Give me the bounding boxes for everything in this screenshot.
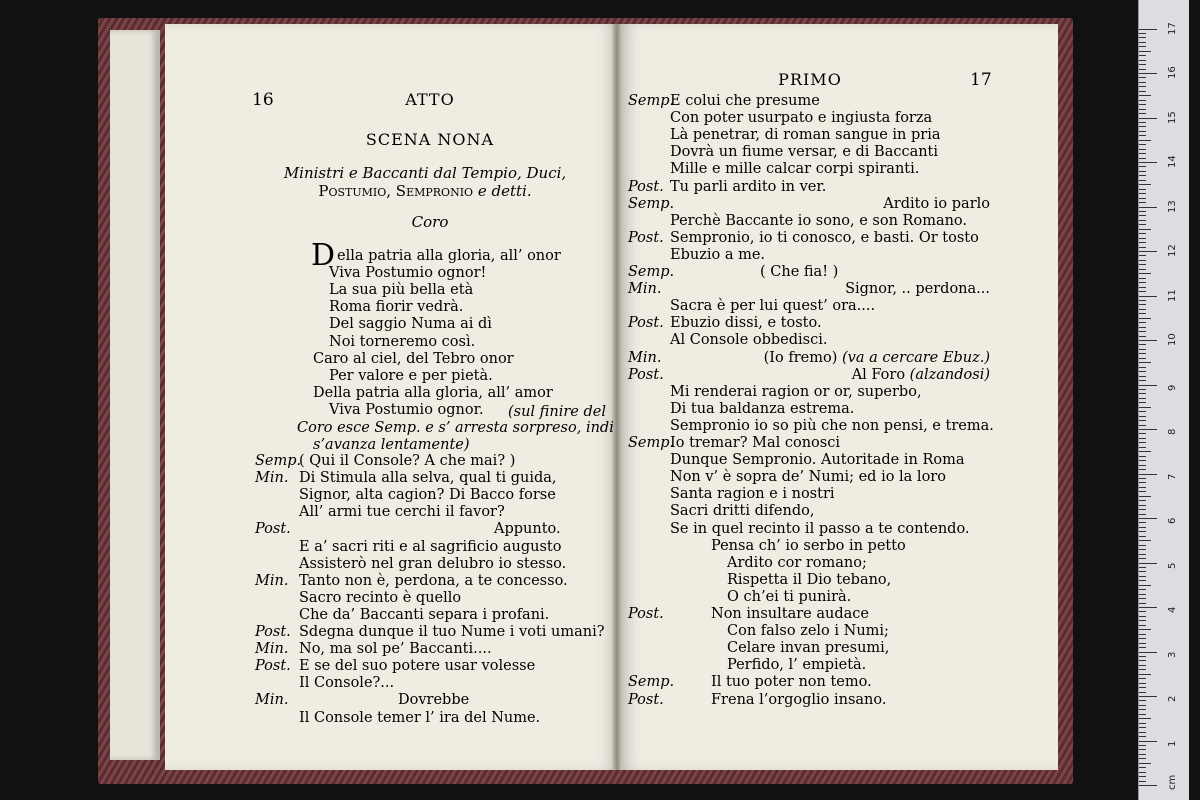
ruler-tick — [1139, 763, 1151, 764]
ruler-tick — [1139, 754, 1146, 755]
ruler-tick — [1139, 465, 1146, 466]
ruler-tick — [1139, 781, 1146, 782]
speaker-label: Min. — [255, 470, 289, 487]
ruler-tick — [1139, 594, 1146, 595]
ruler-tick — [1139, 727, 1146, 728]
ruler-tick — [1139, 416, 1146, 417]
ruler-tick — [1139, 758, 1146, 759]
ruler-tick — [1139, 304, 1146, 305]
ruler-tick — [1139, 700, 1146, 701]
ruler-tick — [1139, 749, 1146, 750]
page-number-left: 16 — [252, 90, 274, 110]
ruler-tick — [1139, 242, 1146, 243]
speaker-label: Post. — [628, 691, 664, 708]
ruler-tick — [1139, 51, 1151, 52]
dialogue-line: Non v’ è sopra de’ Numi; ed io la loro — [670, 469, 946, 486]
dialogue-line: Sacri dritti difendo, — [670, 503, 815, 520]
ruler-tick — [1139, 215, 1146, 216]
ruler-tick — [1139, 371, 1146, 372]
ruler-number: 1 — [1167, 740, 1178, 747]
ruler-tick — [1139, 162, 1157, 163]
ruler-tick — [1139, 238, 1146, 239]
ruler-tick — [1139, 202, 1146, 203]
ruler-tick — [1139, 527, 1146, 528]
ruler-tick — [1139, 198, 1146, 199]
speaker-label: Semp. — [628, 435, 675, 451]
measuring-ruler — [1138, 0, 1189, 800]
ruler-tick — [1139, 736, 1146, 737]
speaker-label: Min. — [628, 349, 662, 366]
ruler-number: 17 — [1167, 21, 1178, 35]
ruler-tick — [1139, 229, 1151, 230]
ruler-tick — [1139, 144, 1146, 145]
dialogue-line: Sempronio io so più che non pensi, e trema. — [670, 417, 994, 434]
ruler-tick — [1139, 393, 1146, 394]
ruler-tick — [1139, 140, 1151, 141]
ruler-tick — [1139, 776, 1146, 777]
ruler-tick — [1139, 166, 1146, 167]
ruler-tick — [1139, 73, 1157, 74]
ruler-tick — [1139, 113, 1146, 114]
ruler-tick — [1139, 64, 1146, 65]
stage-direction-tail: e detti. — [473, 182, 532, 200]
dialogue-line: Il tuo poter non temo. — [711, 674, 872, 691]
ruler-tick — [1139, 567, 1146, 568]
speaker-label: Semp. — [628, 264, 675, 280]
stage-direction-names: Postumio, Sempronio — [318, 182, 474, 200]
dialogue-line: Io tremar? Mal conosci — [670, 435, 840, 451]
dialogue-line: Signor, alta cagion? Di Bacco forse — [299, 487, 556, 504]
ruler-tick — [1139, 131, 1146, 132]
ruler-tick — [1139, 576, 1146, 577]
ruler-tick — [1139, 482, 1146, 483]
ruler-tick — [1139, 683, 1146, 684]
ruler-tick — [1139, 598, 1146, 599]
dialogue-line: Sacro recinto è quello — [299, 589, 462, 606]
ruler-tick — [1139, 571, 1146, 572]
ruler-tick — [1139, 741, 1157, 742]
ruler-tick — [1139, 407, 1151, 408]
drop-cap: D — [311, 238, 336, 273]
ruler-tick — [1139, 491, 1146, 492]
ruler-tick — [1139, 385, 1157, 386]
ruler-tick — [1139, 772, 1146, 773]
dialogue-line: Perfido, l’ empietà. — [727, 657, 867, 674]
ruler-tick — [1139, 29, 1157, 30]
ruler-tick — [1139, 46, 1146, 47]
ruler-tick — [1139, 287, 1146, 288]
ruler-tick — [1139, 207, 1157, 208]
ruler-tick — [1139, 37, 1146, 38]
ruler-tick — [1139, 652, 1157, 653]
ruler-tick — [1139, 785, 1157, 786]
ruler-tick — [1139, 509, 1146, 510]
ruler-tick — [1139, 429, 1157, 430]
speaker-label: Post. — [255, 521, 291, 538]
ruler-tick — [1139, 282, 1146, 283]
ruler-tick — [1139, 269, 1146, 270]
ruler-number: 12 — [1167, 244, 1178, 257]
dialogue-line: Dovrà un fiume versar, e di Baccanti — [670, 144, 939, 161]
dialogue-line: Tu parli ardito in ver. — [670, 178, 827, 195]
ruler-tick — [1139, 189, 1146, 190]
ruler-tick — [1139, 554, 1146, 555]
ruler-tick — [1139, 709, 1146, 710]
ruler-tick — [1139, 331, 1146, 332]
ruler-tick — [1139, 745, 1146, 746]
ruler-tick — [1139, 563, 1157, 564]
ruler-number: 15 — [1167, 110, 1178, 124]
ruler-tick — [1139, 340, 1157, 341]
ruler-tick — [1139, 589, 1146, 590]
ruler-tick — [1139, 447, 1146, 448]
ruler-tick — [1139, 656, 1146, 657]
ruler-tick — [1139, 273, 1151, 274]
dialogue-line: Il Console temer l’ ira del Nume. — [299, 709, 541, 726]
ruler-tick — [1139, 607, 1157, 608]
speaker-label: Semp. — [628, 93, 675, 109]
ruler-tick — [1139, 687, 1146, 688]
chorus-heading: Coro — [411, 213, 449, 231]
ruler-tick — [1139, 478, 1146, 479]
ruler-tick — [1139, 616, 1146, 617]
ruler-tick — [1139, 665, 1146, 666]
dialogue-line: Mille e mille calcar corpi spiranti. — [670, 161, 920, 178]
ruler-tick — [1139, 456, 1146, 457]
ruler-number: 4 — [1167, 606, 1178, 613]
dialogue-line: Non insultare audace — [711, 606, 869, 622]
dialogue-line: Là penetrar, di roman sangue in pria — [670, 127, 941, 144]
dialogue-line: Dovrebbe — [398, 692, 470, 709]
ruler-tick — [1139, 438, 1146, 439]
ruler-tick — [1139, 318, 1151, 319]
page-number-right: 17 — [970, 70, 992, 90]
ruler-tick — [1139, 522, 1146, 523]
scene-title: SCENA NONA — [365, 130, 495, 149]
ruler-tick — [1139, 469, 1146, 470]
dialogue-line: Dunque Sempronio. Autoritade in Roma — [670, 452, 965, 469]
ruler-tick — [1139, 674, 1151, 675]
ruler-tick — [1139, 380, 1146, 381]
speaker-label: Semp. — [255, 453, 302, 469]
ruler-tick — [1139, 264, 1146, 265]
ruler-tick — [1139, 291, 1146, 292]
speaker-label: Semp. — [628, 674, 675, 691]
ruler-tick — [1139, 545, 1146, 546]
ruler-tick — [1139, 260, 1146, 261]
dialogue-line — [852, 367, 990, 383]
ruler-tick — [1139, 500, 1146, 501]
speaker-label: Post. — [628, 315, 664, 332]
ruler-number: 8 — [1167, 428, 1178, 435]
ruler-tick — [1139, 224, 1146, 225]
ruler-number: 11 — [1167, 288, 1178, 302]
dialogue-text: Al Foro — [851, 366, 906, 383]
dialogue-line: Tanto non è, perdona, a te concesso. — [299, 572, 568, 589]
dialogue-line — [764, 350, 990, 366]
dialogue-line: Con poter usurpato e ingiusta forza — [670, 110, 933, 127]
dialogue-line: Pensa ch’ io serbo in petto — [711, 537, 906, 554]
dialogue-line: Perchè Baccante io sono, e son Romano. — [670, 212, 968, 229]
ruler-tick — [1139, 660, 1146, 661]
speaker-label: Post. — [628, 229, 664, 246]
ruler-tick — [1139, 362, 1151, 363]
speaker-label: Semp. — [628, 195, 675, 212]
speaker-label: Post. — [628, 178, 664, 195]
ruler-tick — [1139, 82, 1146, 83]
ruler-tick — [1139, 336, 1146, 337]
dialogue-line: Frena l’orgoglio insano. — [711, 691, 887, 708]
ruler-tick — [1139, 718, 1151, 719]
ruler-number: 14 — [1167, 155, 1178, 168]
ruler-tick — [1139, 732, 1146, 733]
dialogue-line: Santa ragion e i nostri — [670, 486, 835, 503]
dialogue-line: ( Qui il Console? A che mai? ) — [299, 453, 516, 469]
ruler-tick — [1139, 767, 1146, 768]
ruler-tick — [1139, 251, 1157, 252]
verse-line: Viva Postumio ognor. — [329, 401, 484, 418]
dialogue-line: Mi renderai ragion or or, superbo, — [670, 383, 922, 400]
dialogue-line: Se in quel recinto il passo a te contendo. — [670, 520, 970, 537]
stage-direction: Coro esce Semp. e s’ arresta sorpreso, indi — [297, 420, 614, 436]
stage-direction: (va a cercare Ebuz.) — [837, 349, 990, 366]
dialogue-text: (Io fremo) — [763, 349, 838, 366]
ruler-tick — [1139, 300, 1146, 301]
ruler-number: 2 — [1167, 695, 1178, 702]
verse-line: Per valore e per pietà. — [329, 367, 493, 384]
ruler-tick — [1139, 460, 1146, 461]
dialogue-line: No, ma sol pe’ Baccanti.... — [299, 641, 492, 658]
ruler-tick — [1139, 126, 1146, 127]
ruler-tick — [1139, 678, 1146, 679]
dialogue-line: Ebuzio a me. — [670, 246, 766, 263]
ruler-tick — [1139, 118, 1157, 119]
speaker-label: Min. — [255, 692, 289, 709]
dialogue-line: Di Stimula alla selva, qual ti guida, — [299, 470, 557, 487]
ruler-tick — [1139, 402, 1146, 403]
ruler-tick — [1139, 55, 1146, 56]
dialogue-text: Signor, .. perdona... — [845, 281, 990, 298]
ruler-tick — [1139, 175, 1146, 176]
ruler-tick — [1139, 247, 1146, 248]
ruler-tick — [1139, 91, 1146, 92]
dialogue-line — [845, 281, 990, 297]
verse-line: Noi torneremo così. — [329, 333, 476, 350]
ruler-tick — [1139, 692, 1146, 693]
speaker-label: Post. — [628, 366, 664, 383]
ruler-tick — [1139, 233, 1146, 234]
ruler-number: 9 — [1167, 384, 1178, 391]
dialogue-line: Con falso zelo i Numi; — [727, 623, 889, 640]
dialogue-line: Celare invan presumi, — [727, 640, 890, 657]
ruler-tick — [1139, 629, 1151, 630]
ruler-tick — [1139, 69, 1146, 70]
ruler-tick — [1139, 398, 1146, 399]
dialogue-line: Di tua baldanza estrema. — [670, 400, 855, 417]
ruler-tick — [1139, 77, 1146, 78]
ruler-number: 13 — [1167, 199, 1178, 213]
dialogue-line: E a’ sacri riti e al sagrificio augusto — [299, 538, 562, 555]
ruler-tick — [1139, 309, 1146, 310]
speaker-label: Post. — [255, 624, 291, 640]
stage-direction-characters — [240, 182, 610, 200]
ruler-tick — [1139, 327, 1146, 328]
dialogue-line: Ebuzio dissi, e tosto. — [670, 315, 822, 332]
ruler-tick — [1139, 585, 1151, 586]
ruler-tick — [1139, 420, 1146, 421]
ruler-tick — [1139, 153, 1146, 154]
dialogue-line: Sdegna dunque il tuo Nume i voti umani? — [299, 624, 605, 640]
ruler-tick — [1139, 376, 1146, 377]
ruler-tick — [1139, 296, 1157, 297]
dialogue-text: Ardito io parlo — [883, 195, 990, 212]
ruler-tick — [1139, 536, 1146, 537]
ruler-tick — [1139, 505, 1146, 506]
dialogue-line: O ch’ei ti punirà. — [727, 588, 852, 605]
ruler-tick — [1139, 322, 1146, 323]
dialogue-line: Sempronio, io ti conosco, e basti. Or tosto — [670, 229, 979, 246]
ruler-tick — [1139, 723, 1146, 724]
ruler-tick — [1139, 643, 1146, 644]
ruler-number: 5 — [1167, 562, 1178, 569]
ruler-tick — [1139, 149, 1146, 150]
dialogue-line: All’ armi tue cerchi il favor? — [299, 504, 505, 521]
ruler-tick — [1139, 638, 1146, 639]
ruler-tick — [1139, 109, 1146, 110]
dialogue-line: Appunto. — [494, 521, 561, 538]
ruler-tick — [1139, 518, 1157, 519]
verse-line: Viva Postumio ognor! — [329, 265, 487, 282]
speaker-label: Post. — [628, 606, 664, 622]
ruler-unit: cm — [1167, 774, 1178, 790]
ruler-tick — [1139, 122, 1146, 123]
dialogue-line: Sacra è per lui quest’ ora.... — [670, 298, 876, 315]
verse-line: Caro al ciel, del Tebro onor — [313, 350, 514, 367]
ruler-tick — [1139, 313, 1146, 314]
ruler-tick — [1139, 184, 1151, 185]
ruler-tick — [1139, 514, 1146, 515]
ruler-tick — [1139, 104, 1146, 105]
ruler-tick — [1139, 135, 1146, 136]
dialogue-line: Rispetta il Dio tebano, — [727, 571, 892, 588]
ruler-tick — [1139, 611, 1146, 612]
ruler-tick — [1139, 705, 1146, 706]
ruler-tick — [1139, 158, 1146, 159]
flyleaf — [110, 30, 160, 760]
ruler-tick — [1139, 344, 1146, 345]
ruler-tick — [1139, 86, 1146, 87]
dialogue-line: E se del suo potere usar volesse — [299, 658, 536, 675]
ruler-number: 6 — [1167, 517, 1178, 524]
ruler-tick — [1139, 625, 1146, 626]
dialogue-line — [883, 196, 990, 212]
dialogue-line: Assisterò nel gran delubro io stesso. — [299, 555, 567, 572]
book-gutter — [612, 24, 622, 770]
ruler-tick — [1139, 180, 1146, 181]
verse-line: Roma fiorir vedrà. — [329, 299, 464, 316]
ruler-number: 10 — [1167, 333, 1178, 346]
stage-direction: (alzandosi) — [905, 366, 990, 383]
ruler-tick — [1139, 451, 1151, 452]
verse-line: Della patria alla gloria, all’ amor — [313, 384, 553, 401]
verse-line: ella patria alla gloria, all’ onor — [337, 248, 561, 264]
ruler-tick — [1139, 389, 1146, 390]
speaker-label: Min. — [255, 572, 289, 589]
ruler-tick — [1139, 42, 1146, 43]
ruler-tick — [1139, 278, 1146, 279]
ruler-tick — [1139, 60, 1146, 61]
speaker-label: Min. — [628, 281, 662, 298]
ruler-tick — [1139, 620, 1146, 621]
dialogue-line: Il Console?... — [299, 675, 395, 692]
ruler-number: 7 — [1167, 473, 1178, 480]
ruler-tick — [1139, 411, 1146, 412]
ruler-tick — [1139, 603, 1146, 604]
ruler-tick — [1139, 349, 1146, 350]
ruler-tick — [1139, 100, 1146, 101]
ruler-tick — [1139, 220, 1146, 221]
running-head-right: PRIMO — [778, 70, 842, 89]
ruler-tick — [1139, 549, 1146, 550]
ruler-tick — [1139, 634, 1146, 635]
verse-line: La sua più bella età — [329, 282, 474, 299]
speaker-label: Post. — [255, 658, 291, 675]
ruler-tick — [1139, 193, 1146, 194]
ruler-tick — [1139, 367, 1146, 368]
ruler-number: 16 — [1167, 66, 1178, 79]
ruler-tick — [1139, 433, 1146, 434]
ruler-tick — [1139, 255, 1146, 256]
ruler-tick — [1139, 496, 1151, 497]
ruler-tick — [1139, 669, 1146, 670]
dialogue-line: ( Che fia! ) — [760, 264, 839, 280]
stage-direction: (sul finire del — [508, 404, 606, 420]
running-head-left: ATTO — [405, 90, 455, 109]
stage-direction: Ministri e Baccanti dal Tempio, Duci, — [283, 164, 567, 182]
ruler-tick — [1139, 647, 1146, 648]
ruler-tick — [1139, 358, 1146, 359]
speaker-label: Min. — [255, 641, 289, 658]
ruler-tick — [1139, 714, 1146, 715]
ruler-tick — [1139, 171, 1146, 172]
dialogue-line: Ardito cor romano; — [727, 554, 867, 571]
ruler-tick — [1139, 425, 1146, 426]
verse-line: Del saggio Numa ai dì — [329, 316, 492, 333]
ruler-number: 3 — [1167, 651, 1178, 658]
stage-direction: s’avanza lentamente) — [313, 437, 470, 453]
ruler-tick — [1139, 558, 1146, 559]
ruler-tick — [1139, 540, 1151, 541]
ruler-tick — [1139, 95, 1151, 96]
ruler-tick — [1139, 531, 1146, 532]
ruler-tick — [1139, 211, 1146, 212]
ruler-tick — [1139, 33, 1146, 34]
dialogue-line: Che da’ Baccanti separa i profani. — [299, 606, 550, 623]
ruler-tick — [1139, 474, 1157, 475]
dialogue-line: E colui che presume — [670, 93, 820, 109]
ruler-tick — [1139, 696, 1157, 697]
ruler-tick — [1139, 442, 1146, 443]
dialogue-line: Al Console obbedisci. — [670, 332, 828, 349]
ruler-tick — [1139, 487, 1146, 488]
ruler-tick — [1139, 353, 1146, 354]
ruler-tick — [1139, 580, 1146, 581]
